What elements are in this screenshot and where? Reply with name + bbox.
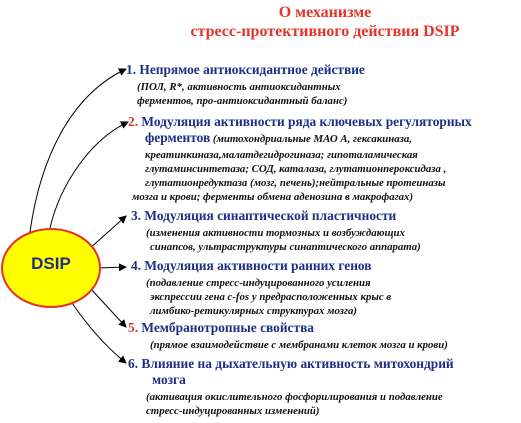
- item-1-sub-1: (ПОЛ, R*, активность антиоксидантных: [137, 81, 341, 93]
- item-4-sub-3: лимбико-ретикулярных структурах мозга): [150, 305, 357, 317]
- item-2-heading-line2: ферментов (митохондриальные МАО А, гексакиназа,: [145, 130, 412, 145]
- item-2-sub-3: глутатионредуктаза (мозг, печень);нейтральные протеиназы: [145, 177, 446, 189]
- item-6-heading-line2: мозга: [152, 372, 186, 387]
- item-2-sub-2: глутаминсинтетаза; СОД, каталаза, глутатионпероксидаза ,: [145, 163, 447, 175]
- item-4-heading: 4. Модуляция активности ранних генов: [131, 258, 372, 273]
- item-5-heading: 5. Мембранотропные свойства: [128, 320, 315, 335]
- item-2-inline-note: (митохондриальные МАО А, гексакиназа,: [210, 133, 412, 145]
- item-4-sub-1: (подавление стресс-индуцированного усиления: [146, 277, 371, 289]
- item-5-sub-1: (прямое взаимодействие с мембранами клеток мозга и крови): [150, 339, 448, 351]
- item-6-sub-2: стресс-индуцированных изменений): [146, 405, 320, 417]
- item-3-sub-1: (изменения активности тормозных и возбуждающих: [146, 227, 405, 239]
- item-2-sub-4: мозга и крови; ферменты обмена аденозина в макрофагах): [132, 191, 414, 203]
- item-3-heading: 3. Модуляция синаптической пластичности: [131, 208, 397, 223]
- slide-title-line2: стресс-протективного действия DSIP: [190, 23, 460, 40]
- arrow-to-item-1: [30, 69, 126, 232]
- dsip-center-label: DSIP: [31, 254, 71, 273]
- arrow-to-item-6: [70, 300, 126, 363]
- item-3-sub-2: синапсов, ультраструктуры синаптического аппарата): [150, 241, 421, 253]
- item-4-sub-2: экспрессии гена c-fos у предрасположенных крыс в: [150, 291, 392, 303]
- item-2-sub-1: креатинкиназа,малатдегидрогиназа; гипоталамическая: [145, 149, 418, 161]
- item-6-heading: 6. Влияние на дыхательную активность митохондрий: [128, 356, 454, 371]
- item-6-sub-1: (активация окислительного фосфорилирования и подавление: [146, 391, 443, 403]
- item-1-heading: 1. Непрямое антиоксидантное действие: [126, 62, 365, 77]
- item-2-heading: 2. Модуляция активности ряда ключевых регуляторных: [128, 114, 472, 129]
- arrow-to-item-5: [90, 288, 126, 327]
- arrow-to-item-2: [50, 122, 128, 228]
- arrow-to-item-4: [98, 267, 126, 268]
- item-1-sub-2: ферментов, про-антиоксидантный баланс): [137, 95, 348, 107]
- slide-title-line1: О механизме: [278, 4, 372, 21]
- arrow-to-item-3: [88, 216, 126, 250]
